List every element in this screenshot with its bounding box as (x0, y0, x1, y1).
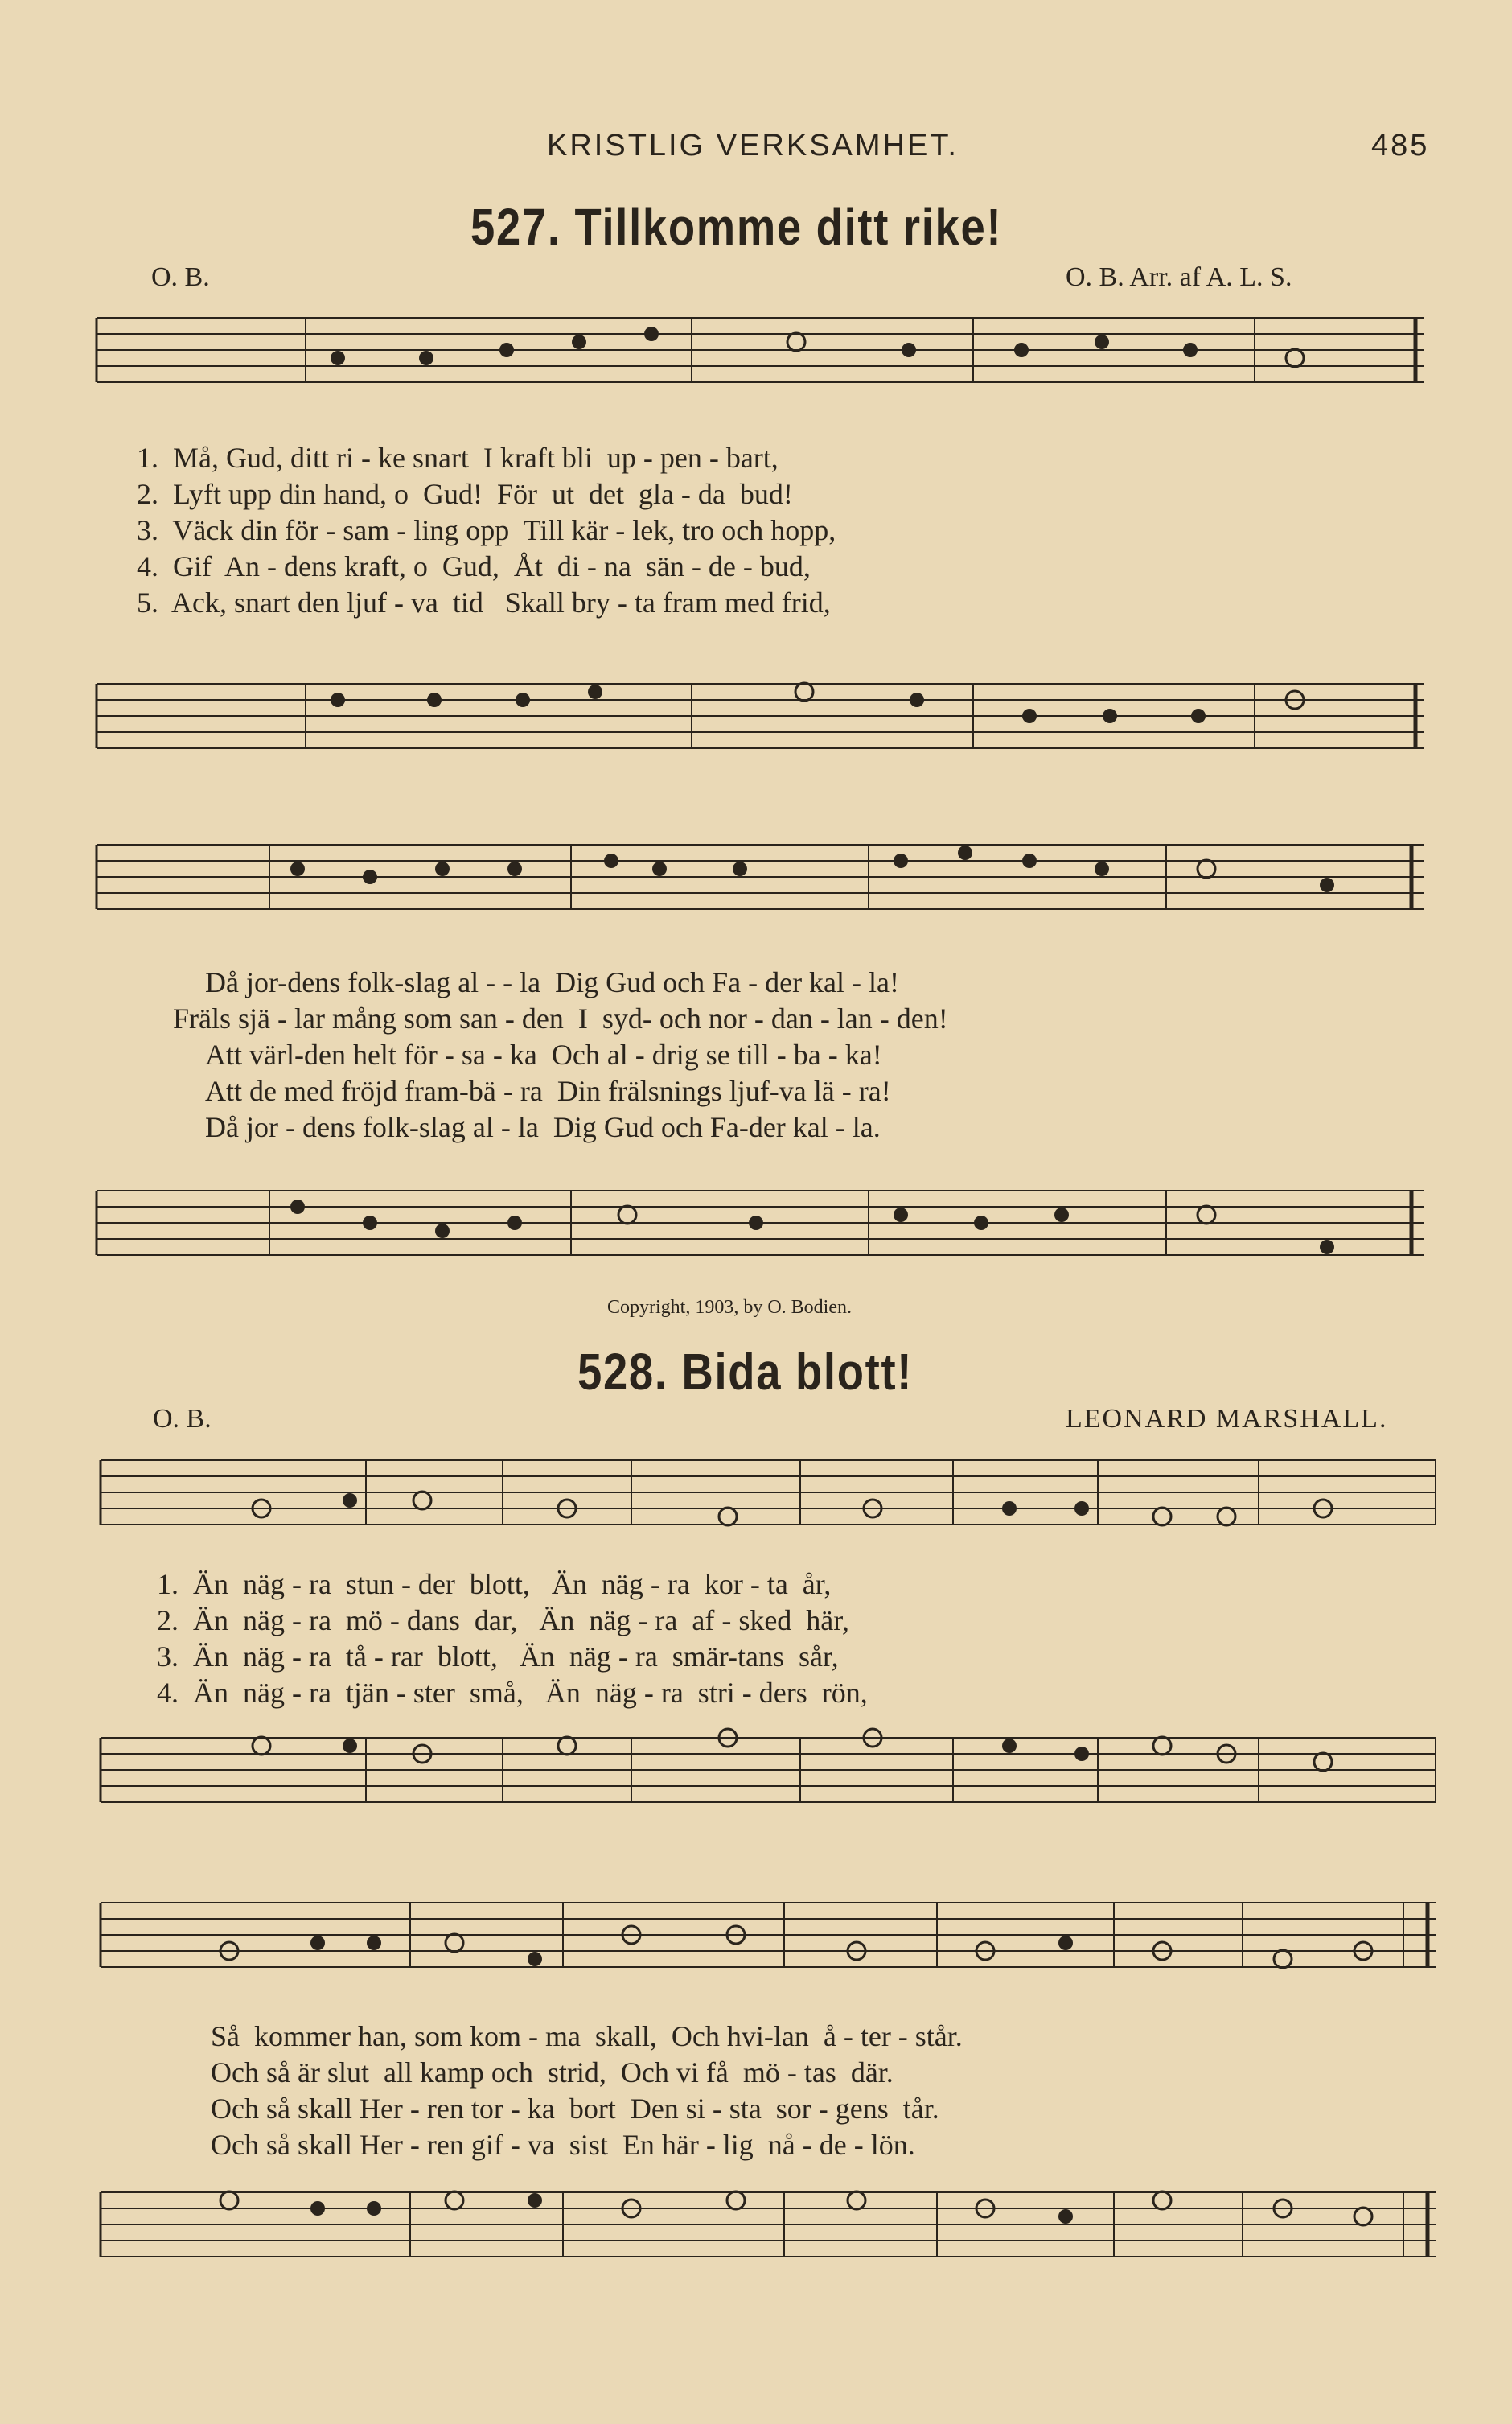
hymn-527-refrain-verse-5: Då jor - dens folk-slag al - la Dig Gud och Fa-der kal - la. (205, 1111, 881, 1143)
hymn-527-title: 527. Tillkomme ditt rike! (470, 198, 1003, 256)
hymn-527-treble-staff-1 (97, 310, 1424, 406)
hymn-528-title: 528. Bida blott! (577, 1343, 914, 1401)
hymn-528-refrain-verse-1: Så kommer han, som kom - ma skall, Och hvi-lan å - ter - står. (211, 2020, 963, 2052)
hymn-527-words-credit: O. B. (151, 262, 210, 292)
hymn-527-verse-1-line: 1. Må, Gud, ditt ri - ke snart I kraft bli up - pen - bart, (137, 442, 779, 474)
hymn-528-refrain-verse-3: Och så skall Her - ren tor - ka bort Den si - sta sor - gens tår. (211, 2093, 939, 2125)
hymn-527-copyright: Copyright, 1903, by O. Bodien. (607, 1297, 852, 1318)
hymn-528-refrain-verse-2: Och så är slut all kamp och strid, Och vi få mö - tas där. (211, 2056, 894, 2089)
hymn-528-bass-staff-1 (101, 1730, 1436, 1826)
hymn-527-refrain-verse-2: Fräls sjä - lar mång som san - den I syd- och nor - dan - lan - den! (173, 1002, 948, 1035)
hymn-528-treble-staff-2 (101, 1895, 1436, 1991)
page-number: 485 (1371, 129, 1430, 163)
hymn-527-verse-4-line: 4. Gif An - dens kraft, o Gud, Åt di - na sän - de - bud, (137, 550, 811, 582)
hymn-528-refrain-verse-4: Och så skall Her - ren gif - va sist En här - lig nå - de - lön. (211, 2129, 915, 2161)
hymn-527-verse-5-line: 5. Ack, snart den ljuf - va tid Skall bry - ta fram med frid, (137, 586, 831, 619)
hymn-527-verse-2-line: 2. Lyft upp din hand, o Gud! För ut det gla - da bud! (137, 478, 793, 510)
hymn-528-verse-2-line: 2. Än näg - ra mö - dans dar, Än näg - ra af - sked här, (157, 1604, 849, 1636)
hymn-527-bass-staff-1 (97, 676, 1424, 772)
hymn-527-refrain-verse-1: Då jor-dens folk-slag al - - la Dig Gud och Fa - der kal - la! (205, 966, 899, 998)
hymn-527-bass-staff-2 (97, 1183, 1424, 1279)
hymn-527-refrain-verse-3: Att värl-den helt för - sa - ka Och al - drig se till - ba - ka! (205, 1039, 882, 1071)
hymn-527-refrain-verse-4: Att de med fröjd fram-bä - ra Din frälsnings ljuf-va lä - ra! (205, 1075, 891, 1107)
hymn-528-verse-1-line: 1. Än näg - ra stun - der blott, Än näg - ra kor - ta år, (157, 1568, 832, 1600)
hymn-528-words-credit: O. B. (153, 1404, 212, 1434)
hymn-528-treble-staff-1 (101, 1452, 1436, 1549)
running-header: KRISTLIG VERKSAMHET. (547, 129, 959, 163)
hymn-528-verse-3-line: 3. Än näg - ra tå - rar blott, Än näg - ra smär-tans sår, (157, 1640, 839, 1673)
hymn-527-verse-3-line: 3. Väck din för - sam - ling opp Till kär - lek, tro och hopp, (137, 514, 836, 546)
hymn-528-music-credit: LEONARD MARSHALL. (1066, 1404, 1388, 1434)
hymn-527-treble-staff-2 (97, 837, 1424, 933)
hymn-527-music-credit: O. B. Arr. af A. L. S. (1066, 262, 1292, 292)
hymn-528-verse-4-line: 4. Än näg - ra tjän - ster små, Än näg - ra stri - ders rön, (157, 1677, 868, 1709)
hymn-528-bass-staff-2 (101, 2184, 1436, 2281)
